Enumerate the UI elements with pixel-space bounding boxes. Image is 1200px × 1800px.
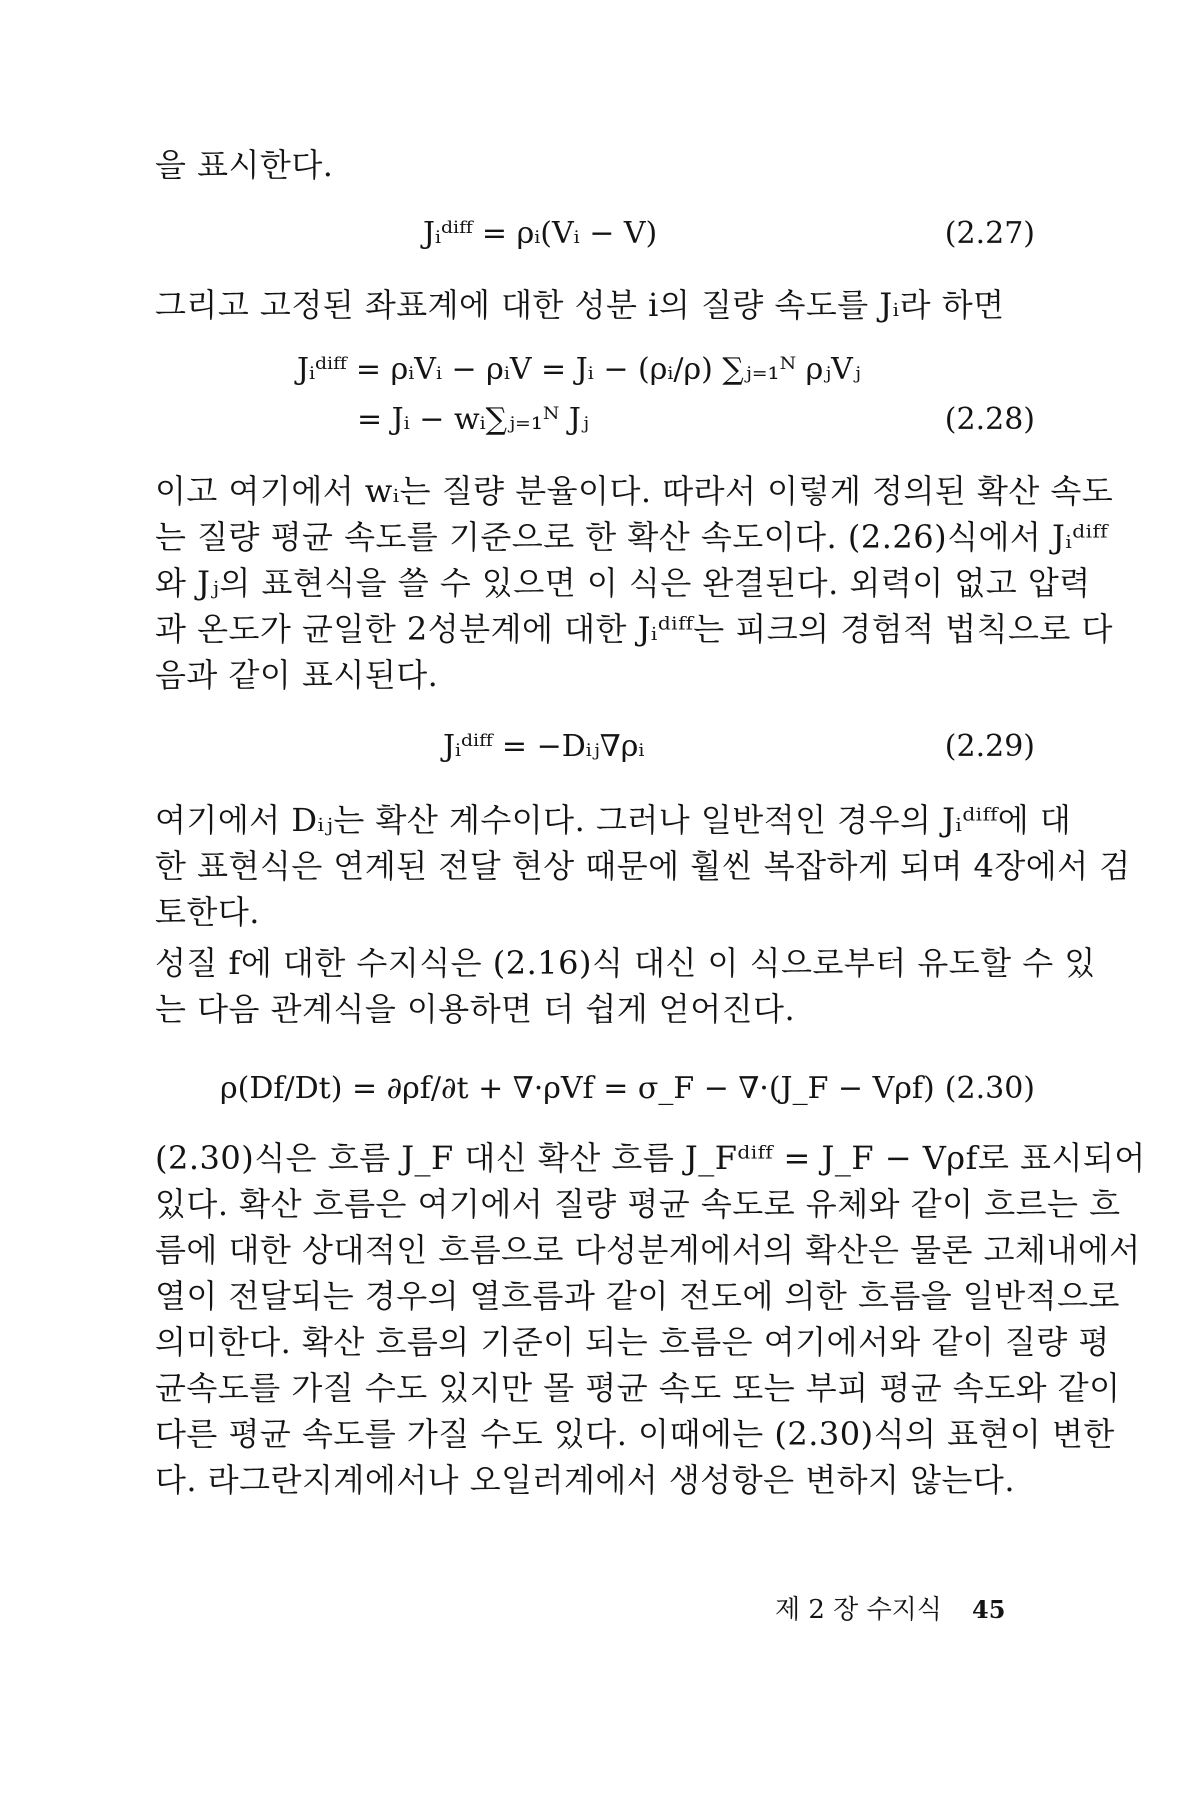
text-line: 와 Jⱼ의 표현식을 쓸 수 있으면 이 식은 완결된다. 외력이 없고 압력 (155, 564, 1091, 602)
text-line: 토한다. (155, 893, 260, 931)
equation-expression: = Jᵢ − wᵢ∑ⱼ₌₁ᴺ Jⱼ (357, 402, 589, 437)
text-line: 그리고 고정된 좌표계에 대한 성분 i의 질량 속도를 Jᵢ라 하면 (155, 286, 1005, 324)
text-line: 이고 여기에서 wᵢ는 질량 분율이다. 따라서 이렇게 정의된 확산 속도 (155, 472, 1114, 510)
text-line: 름에 대한 상대적인 흐름으로 다성분계에서의 확산은 물론 고체내에서 (155, 1231, 1141, 1269)
equation-number: (2.28) (944, 402, 1035, 437)
equation-2-27 (155, 212, 1035, 256)
text-line: 음과 같이 표시된다. (155, 656, 439, 694)
running-head: 제 2 장 수지식 (775, 1595, 942, 1625)
paragraph-1 (155, 142, 1035, 188)
page-footer (0, 1590, 1200, 1630)
equation-expression: ρ(Df/Dt) = ∂ρf/∂t + ∇·ρVf = σ_F − ∇·(J_F − Vρf) (220, 1071, 935, 1106)
text-line: 다른 평균 속도를 가질 수도 있다. 이때에는 (2.30)식의 표현이 변한 (155, 1415, 1115, 1453)
page-number: 45 (972, 1595, 1006, 1624)
equation-2-28-line-1 (155, 348, 1035, 392)
text-line: 균속도를 가질 수도 있지만 몰 평균 속도 또는 부피 평균 속도와 같이 (155, 1369, 1121, 1407)
text-line: 여기에서 Dᵢⱼ는 확산 계수이다. 그러나 일반적인 경우의 Jᵢᵈⁱᶠᶠ에 대 (155, 801, 1072, 839)
text-line: 있다. 확산 흐름은 여기에서 질량 평균 속도로 유체와 같이 흐르는 흐 (155, 1185, 1121, 1223)
equation-number: (2.30) (944, 1071, 1035, 1106)
equation-number: (2.27) (944, 216, 1035, 251)
text-line: 한 표현식은 연계된 전달 현상 때문에 훨씬 복잡하게 되며 4장에서 검 (155, 847, 1131, 885)
text-line: 성질 f에 대한 수지식은 (2.16)식 대신 이 식으로부터 유도할 수 있 (155, 944, 1096, 982)
text-line: (2.30)식은 흐름 J_F 대신 확산 흐름 J_Fᵈⁱᶠᶠ = J_F − Vρf로 표시되어 (155, 1139, 1146, 1177)
paragraph-5 (155, 940, 1096, 1032)
text-line: 을 표시한다. (155, 146, 334, 184)
paragraph-4 (155, 797, 1131, 935)
equation-expression: Jᵢᵈⁱᶠᶠ = ρᵢVᵢ − ρᵢV = Jᵢ − (ρᵢ/ρ) ∑ⱼ₌₁ᴺ ρⱼVⱼ (297, 352, 861, 387)
equation-expression: Jᵢᵈⁱᶠᶠ = ρᵢ(Vᵢ − V) (423, 216, 658, 251)
paragraph-6 (155, 1135, 1146, 1503)
text-line: 의미한다. 확산 흐름의 기준이 되는 흐름은 여기에서와 같이 질량 평 (155, 1323, 1110, 1361)
equation-number: (2.29) (944, 729, 1035, 764)
text-line: 다. 라그란지계에서나 오일러계에서 생성항은 변하지 않는다. (155, 1461, 1016, 1499)
text-line: 과 온도가 균일한 2성분계에 대한 Jᵢᵈⁱᶠᶠ는 피크의 경험적 법칙으로 다 (155, 610, 1113, 648)
text-line: 열이 전달되는 경우의 열흐름과 같이 전도에 의한 흐름을 일반적으로 (155, 1277, 1120, 1315)
equation-2-28-line-2 (155, 398, 1035, 442)
text-line: 는 질량 평균 속도를 기준으로 한 확산 속도이다. (2.26)식에서 Jᵢᵈⁱᶠᶠ (155, 518, 1108, 556)
equation-2-30 (155, 1067, 1035, 1111)
paragraph-3 (155, 468, 1114, 698)
equation-2-29 (155, 725, 1035, 769)
equation-expression: Jᵢᵈⁱᶠᶠ = −Dᵢⱼ∇ρᵢ (443, 729, 645, 764)
paragraph-2 (155, 282, 1035, 328)
text-line: 는 다음 관계식을 이용하면 더 쉽게 얻어진다. (155, 990, 796, 1028)
